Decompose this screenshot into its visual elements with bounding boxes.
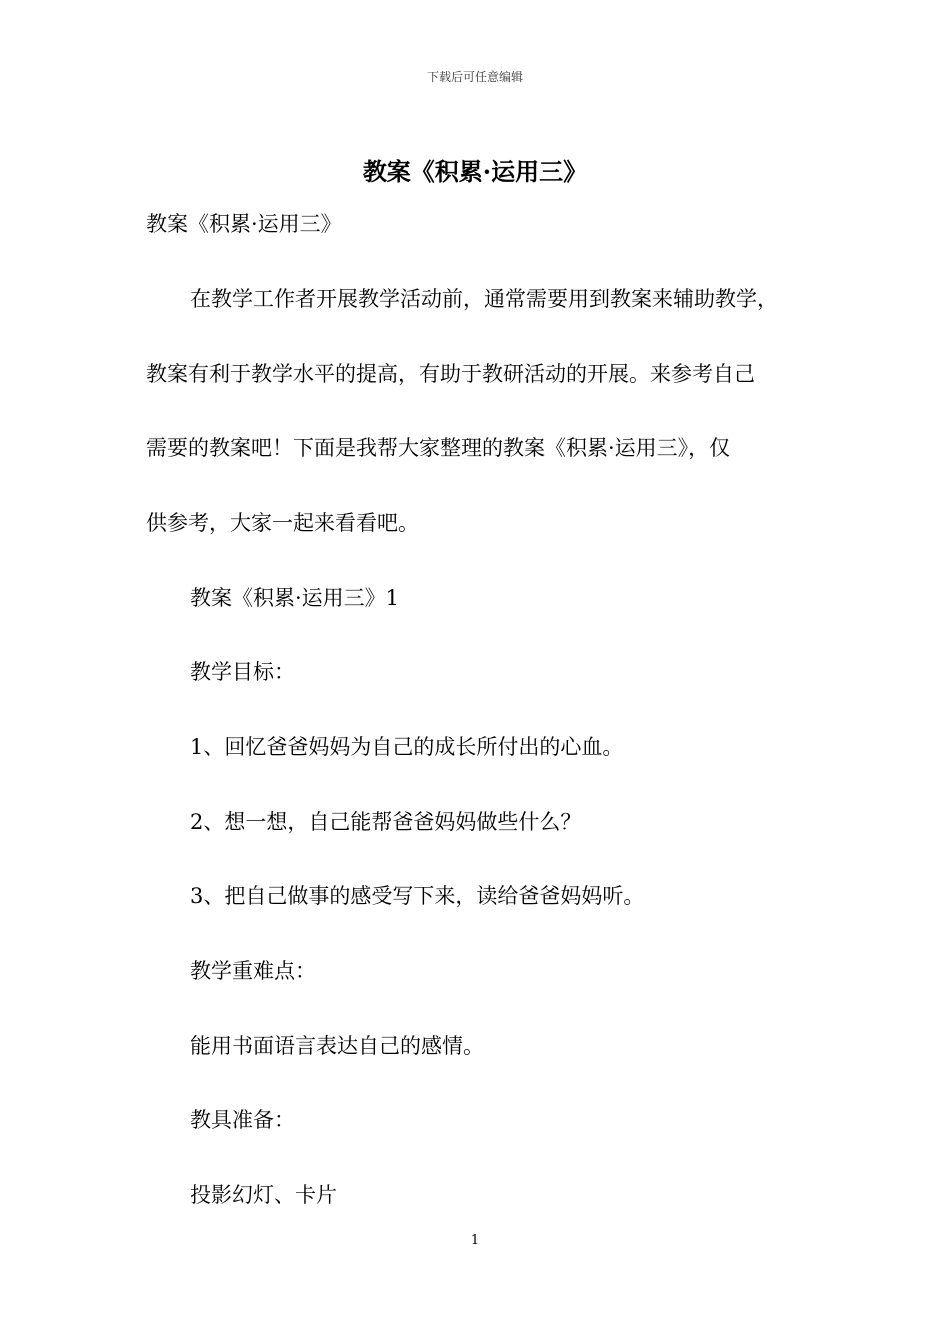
intro-line-1: 在教学工作者开展教学活动前，通常需要用到教案来辅助教学， — [190, 287, 778, 311]
materials-heading: 教具准备： — [190, 1108, 295, 1132]
goal-item-1: 1、回忆爸爸妈妈为自己的成长所付出的心血。 — [190, 735, 624, 759]
document-subtitle: 教案《积累·运用三》 — [146, 212, 342, 236]
difficulty-heading: 教学重难点： — [190, 959, 316, 983]
intro-line-2: 教案有利于教学水平的提高，有助于教研活动的开展。来参考自己 — [146, 362, 755, 386]
page-number: 1 — [470, 1233, 480, 1248]
document-title: 教案《积累·运用三》 — [362, 157, 588, 186]
section-title: 教案《积累·运用三》1 — [190, 586, 400, 610]
intro-line-4: 供参考，大家一起来看看吧。 — [146, 511, 419, 535]
goal-item-3: 3、把自己做事的感受写下来，读给爸爸妈妈听。 — [190, 884, 645, 908]
intro-line-3: 需要的教案吧！下面是我帮大家整理的教案《积累·运用三》，仅 — [146, 436, 731, 460]
goal-item-2: 2、想一想，自己能帮爸爸妈妈做些什么？ — [190, 810, 582, 834]
header-note: 下载后可任意编辑 — [426, 70, 523, 84]
goals-heading: 教学目标： — [190, 660, 295, 684]
materials-text: 投影幻灯、卡片 — [190, 1183, 337, 1207]
difficulty-text: 能用书面语言表达自己的感情。 — [190, 1034, 484, 1058]
